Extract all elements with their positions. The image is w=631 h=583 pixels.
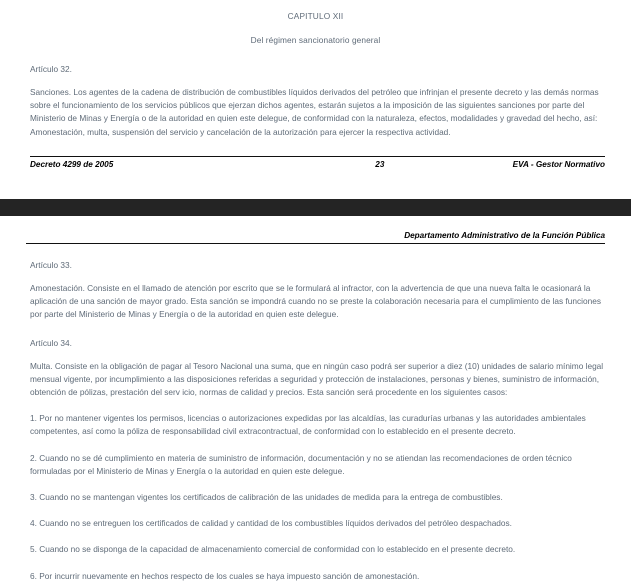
list-item: 5. Cuando no se disponga de la capacidad de almacenamiento comercial de conformidad con lo establecido en el presente decreto. — [30, 544, 516, 555]
page-break-separator — [0, 199, 631, 216]
footer-page-number: 23 — [375, 160, 385, 169]
chapter-title: CAPITULO XII — [287, 11, 344, 21]
chapter-subtitle: Del régimen sancionatorio general — [250, 35, 381, 45]
footer-decree-label: Decreto 4299 de 2005 — [30, 160, 114, 169]
article-33-body: Amonestación. Consiste en el llamado de atención por escrito que se le formulará al infractor, con la advertencia de que una nueva falta le ocasionará la aplicación de una sanción de mayor grado. Esta sanción se impondrá cuando no se preste la colaboración necesaria para el cumplimiento de las funciones por parte del Ministerio de Minas y Energía o de la autoridad en quien este delegue. — [30, 283, 601, 320]
list-item: 1. Por no mantener vigentes los permisos, licencias o autorizaciones expedidas por las alcaldías, las curadurías urbanas y las autoridades ambientales competentes, así como la póliza de responsabilidad civil extracontractual, de conformidad con lo establecido en el presente decreto. — [30, 413, 586, 437]
article-34-label: Artículo 34. — [30, 337, 72, 348]
document-page-two — [0, 216, 631, 583]
article-32-label: Artículo 32. — [30, 64, 72, 74]
article-32-body: Sanciones. Los agentes de la cadena de distribución de combustibles líquidos derivados del petróleo que infrinjan el presente decreto y las demás normas sobre el funcionamiento de los servicios públicos que ejerzan dichos agentes, estarán sujetos a la imposición de las siguientes sanciones por parte del Ministerio de Minas y Energía o de la autoridad en quien este delegue, de conformidad con la naturaleza, efectos, modalidades y gravedad del hecho, así: Amonestación, multa, suspensión del servicio y cancelación de la autorización para ejercer la respectiva actividad. — [30, 87, 599, 137]
page-two-header: Departamento Administrativo de la Función Pública — [26, 231, 605, 244]
article-33-label: Artículo 33. — [30, 260, 72, 270]
list-item: 2. Cuando no se dé cumplimiento en materia de suministro de información, documentación y no se atiendan las recomendaciones de orden técnico formuladas por el Ministerio de Minas y Energía o la autoridad en quien este delegue. — [30, 452, 572, 476]
list-item: 4. Cuando no se entreguen los certificados de calidad y cantidad de los combustibles líquidos derivados del petróleo despachados. — [30, 518, 512, 529]
article-34-body: Multa. Consiste en la obligación de pagar al Tesoro Nacional una suma, que en ningún caso podrá ser superior a diez (10) unidades de salario mínimo legal mensual vigente, por incumplimiento a las disposiciones referidas a seguridad y protección de instalaciones, personas y bienes, suministro de información, obtención de pólizas, prestación del serv icio, normas de calidad y precios. Esta sanción será procedente en los siguientes casos: — [30, 360, 604, 398]
page-one-footer — [30, 156, 605, 169]
list-item: 6. Por incurrir nuevamente en hechos respecto de los cuales se haya impuesto sanción de amonestación. — [30, 570, 420, 581]
document-page-one — [0, 0, 631, 199]
list-item: 3. Cuando no se mantengan vigentes los certificados de calibración de las unidades de medida para la entrega de combustibles. — [30, 492, 503, 503]
footer-source-label: EVA - Gestor Normativo — [512, 160, 605, 169]
